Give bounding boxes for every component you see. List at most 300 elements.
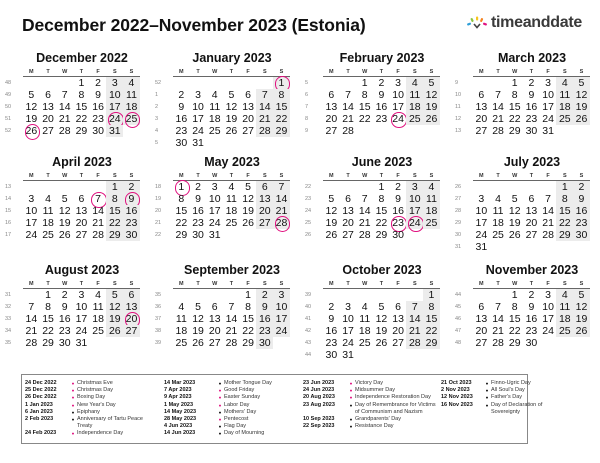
day-cell[interactable]: 15 — [106, 205, 123, 217]
day-cell[interactable]: 28 — [256, 125, 273, 137]
day-cell[interactable]: 25 — [492, 229, 504, 241]
day-cell[interactable]: 18 — [556, 313, 573, 325]
day-cell[interactable]: 15 — [508, 101, 521, 113]
day-cell[interactable]: 8 — [78, 89, 85, 101]
day-cell[interactable]: 12 — [242, 193, 254, 205]
day-cell[interactable]: 17 — [342, 325, 354, 337]
day-cell[interactable]: 6 — [528, 193, 535, 205]
day-cell[interactable]: 13 — [42, 101, 54, 113]
day-cell[interactable]: 12 — [106, 301, 123, 313]
day-cell[interactable]: 27 — [475, 125, 488, 137]
day-cell[interactable]: 2 — [328, 301, 335, 313]
day-cell[interactable]: 21 — [492, 113, 504, 125]
day-cell[interactable]: 18 — [123, 101, 140, 113]
holiday-day-cell[interactable]: 23 — [390, 217, 407, 229]
day-cell[interactable]: 16 — [58, 313, 71, 325]
day-cell[interactable]: 29 — [42, 337, 54, 349]
day-cell[interactable]: 13 — [256, 193, 273, 205]
day-cell[interactable]: 5 — [511, 193, 518, 205]
day-cell[interactable]: 14 — [342, 101, 354, 113]
day-cell[interactable]: 17 — [406, 205, 423, 217]
day-cell[interactable]: 7 — [256, 89, 273, 101]
day-cell[interactable]: 2 — [573, 181, 590, 193]
day-cell[interactable]: 6 — [123, 289, 140, 301]
day-cell[interactable]: 1 — [245, 289, 252, 301]
day-cell[interactable]: 7 — [495, 89, 501, 101]
day-cell[interactable]: 13 — [208, 313, 221, 325]
day-cell[interactable]: 6 — [478, 89, 485, 101]
day-cell[interactable]: 9 — [178, 101, 185, 113]
day-cell[interactable]: 17 — [106, 101, 123, 113]
holiday-day-cell[interactable]: 26 — [23, 125, 40, 137]
day-cell[interactable]: 9 — [528, 301, 535, 313]
day-cell[interactable]: 25 — [423, 217, 440, 229]
day-cell[interactable]: 18 — [208, 113, 221, 125]
day-cell[interactable]: 9 — [395, 193, 402, 205]
day-cell[interactable]: 16 — [525, 101, 538, 113]
day-cell[interactable]: 31 — [192, 137, 204, 149]
day-cell[interactable]: 17 — [542, 101, 554, 113]
day-cell[interactable]: 16 — [573, 205, 590, 217]
day-cell[interactable]: 10 — [406, 193, 423, 205]
day-cell[interactable]: 28 — [492, 125, 504, 137]
day-cell[interactable]: 26 — [573, 113, 590, 125]
day-cell[interactable]: 3 — [545, 289, 552, 301]
day-cell[interactable]: 10 — [542, 301, 554, 313]
day-cell[interactable]: 13 — [242, 101, 254, 113]
day-cell[interactable]: 4 — [406, 77, 423, 89]
day-cell[interactable]: 20 — [325, 113, 338, 125]
day-cell[interactable]: 13 — [392, 313, 404, 325]
day-cell[interactable]: 14 — [358, 205, 371, 217]
day-cell[interactable]: 23 — [175, 125, 188, 137]
day-cell[interactable]: 23 — [123, 217, 140, 229]
day-cell[interactable]: 3 — [478, 193, 485, 205]
day-cell[interactable]: 1 — [78, 77, 85, 89]
day-cell[interactable]: 18 — [358, 325, 371, 337]
day-cell[interactable]: 31 — [475, 241, 488, 253]
day-cell[interactable]: 7 — [273, 181, 290, 193]
day-cell[interactable]: 19 — [58, 217, 71, 229]
day-cell[interactable]: 25 — [556, 325, 573, 337]
day-cell[interactable]: 10 — [542, 89, 554, 101]
day-cell[interactable]: 13 — [475, 313, 488, 325]
day-cell[interactable]: 9 — [528, 89, 535, 101]
day-cell[interactable]: 4 — [556, 77, 573, 89]
day-cell[interactable]: 14 — [256, 101, 273, 113]
day-cell[interactable]: 4 — [123, 77, 140, 89]
day-cell[interactable]: 30 — [192, 229, 204, 241]
day-cell[interactable]: 1 — [378, 181, 385, 193]
day-cell[interactable]: 10 — [106, 89, 123, 101]
holiday-day-cell[interactable]: 24 — [106, 113, 123, 125]
day-cell[interactable]: 9 — [195, 193, 201, 205]
day-cell[interactable]: 2 — [123, 181, 140, 193]
day-cell[interactable]: 22 — [508, 113, 521, 125]
day-cell[interactable]: 27 — [208, 337, 221, 349]
day-cell[interactable]: 11 — [359, 313, 371, 325]
day-cell[interactable]: 6 — [211, 301, 218, 313]
day-cell[interactable]: 22 — [75, 113, 88, 125]
day-cell[interactable]: 15 — [242, 313, 254, 325]
day-cell[interactable]: 11 — [209, 101, 221, 113]
day-cell[interactable]: 6 — [345, 193, 351, 205]
day-cell[interactable]: 15 — [375, 205, 388, 217]
day-cell[interactable]: 23 — [375, 113, 388, 125]
day-cell[interactable]: 9 — [378, 89, 385, 101]
day-cell[interactable]: 12 — [573, 301, 590, 313]
day-cell[interactable]: 28 — [358, 229, 371, 241]
day-cell[interactable]: 10 — [273, 301, 290, 313]
day-cell[interactable]: 19 — [508, 217, 521, 229]
day-cell[interactable]: 28 — [342, 125, 354, 137]
day-cell[interactable]: 17 — [542, 313, 554, 325]
day-cell[interactable]: 14 — [225, 313, 238, 325]
day-cell[interactable]: 30 — [392, 229, 404, 241]
day-cell[interactable]: 16 — [92, 101, 104, 113]
day-cell[interactable]: 18 — [423, 205, 440, 217]
day-cell[interactable]: 4 — [361, 301, 368, 313]
day-cell[interactable]: 26 — [423, 113, 440, 125]
day-cell[interactable]: 29 — [556, 229, 573, 241]
day-cell[interactable]: 30 — [256, 337, 273, 349]
day-cell[interactable]: 20 — [525, 217, 538, 229]
day-cell[interactable]: 20 — [42, 113, 54, 125]
day-cell[interactable]: 27 — [256, 217, 273, 229]
day-cell[interactable]: 18 — [406, 101, 423, 113]
day-cell[interactable]: 24 — [25, 229, 38, 241]
day-cell[interactable]: 3 — [28, 193, 35, 205]
day-cell[interactable]: 1 — [106, 181, 123, 193]
day-cell[interactable]: 5 — [423, 77, 440, 89]
day-cell[interactable]: 15 — [423, 313, 440, 325]
day-cell[interactable]: 7 — [406, 301, 423, 313]
day-cell[interactable]: 2 — [95, 77, 102, 89]
day-cell[interactable]: 20 — [342, 217, 354, 229]
day-cell[interactable]: 6 — [328, 89, 335, 101]
day-cell[interactable]: 10 — [25, 205, 38, 217]
day-cell[interactable]: 19 — [225, 113, 238, 125]
day-cell[interactable]: 7 — [228, 301, 235, 313]
day-cell[interactable]: 29 — [242, 337, 254, 349]
day-cell[interactable]: 23 — [256, 325, 273, 337]
day-cell[interactable]: 9 — [61, 301, 68, 313]
day-cell[interactable]: 13 — [75, 205, 88, 217]
day-cell[interactable]: 19 — [25, 113, 38, 125]
day-cell[interactable]: 8 — [556, 193, 573, 205]
day-cell[interactable]: 2 — [61, 289, 68, 301]
day-cell[interactable]: 26 — [573, 325, 590, 337]
day-cell[interactable]: 14 — [542, 205, 554, 217]
day-cell[interactable]: 26 — [325, 229, 338, 241]
day-cell[interactable]: 9 — [95, 89, 102, 101]
day-cell[interactable]: 6 — [245, 89, 252, 101]
day-cell[interactable]: 16 — [392, 205, 404, 217]
day-cell[interactable]: 11 — [225, 193, 237, 205]
day-cell[interactable]: 24 — [75, 325, 88, 337]
day-cell[interactable]: 3 — [345, 301, 351, 313]
day-cell[interactable]: 29 — [75, 125, 88, 137]
day-cell[interactable]: 28 — [58, 125, 71, 137]
day-cell[interactable]: 4 — [423, 181, 440, 193]
holiday-day-cell[interactable]: 25 — [123, 113, 140, 125]
day-cell[interactable]: 16 — [175, 113, 188, 125]
day-cell[interactable]: 24 — [475, 229, 488, 241]
day-cell[interactable]: 6 — [45, 89, 51, 101]
day-cell[interactable]: 21 — [358, 217, 371, 229]
day-cell[interactable]: 28 — [542, 229, 554, 241]
day-cell[interactable]: 11 — [556, 301, 573, 313]
day-cell[interactable]: 24 — [542, 113, 554, 125]
day-cell[interactable]: 21 — [542, 217, 554, 229]
day-cell[interactable]: 11 — [492, 205, 504, 217]
day-cell[interactable]: 8 — [361, 89, 368, 101]
day-cell[interactable]: 22 — [423, 325, 440, 337]
day-cell[interactable]: 19 — [375, 325, 388, 337]
day-cell[interactable]: 11 — [423, 193, 440, 205]
day-cell[interactable]: 25 — [358, 337, 371, 349]
day-cell[interactable]: 4 — [211, 89, 218, 101]
holiday-day-cell[interactable]: 24 — [406, 217, 423, 229]
day-cell[interactable]: 3 — [78, 289, 85, 301]
day-cell[interactable]: 28 — [225, 337, 238, 349]
day-cell[interactable]: 30 — [92, 125, 104, 137]
day-cell[interactable]: 1 — [511, 289, 518, 301]
day-cell[interactable]: 17 — [392, 101, 404, 113]
day-cell[interactable]: 16 — [325, 325, 338, 337]
day-cell[interactable]: 10 — [208, 193, 221, 205]
day-cell[interactable]: 22 — [175, 217, 188, 229]
day-cell[interactable]: 11 — [42, 205, 54, 217]
day-cell[interactable]: 19 — [423, 101, 440, 113]
day-cell[interactable]: 29 — [423, 337, 440, 349]
day-cell[interactable]: 15 — [358, 101, 371, 113]
day-cell[interactable]: 8 — [511, 89, 518, 101]
day-cell[interactable]: 17 — [273, 313, 290, 325]
day-cell[interactable]: 5 — [28, 89, 35, 101]
day-cell[interactable]: 22 — [508, 325, 521, 337]
day-cell[interactable]: 29 — [175, 229, 188, 241]
day-cell[interactable]: 7 — [345, 89, 351, 101]
day-cell[interactable]: 7 — [61, 89, 68, 101]
day-cell[interactable]: 22 — [556, 217, 573, 229]
day-cell[interactable]: 23 — [525, 325, 538, 337]
day-cell[interactable]: 8 — [423, 301, 440, 313]
day-cell[interactable]: 15 — [556, 205, 573, 217]
day-cell[interactable]: 5 — [106, 289, 123, 301]
day-cell[interactable]: 12 — [192, 313, 204, 325]
day-cell[interactable]: 20 — [475, 325, 488, 337]
day-cell[interactable]: 10 — [475, 205, 488, 217]
day-cell[interactable]: 1 — [556, 181, 573, 193]
day-cell[interactable]: 14 — [58, 101, 71, 113]
day-cell[interactable]: 30 — [573, 229, 590, 241]
day-cell[interactable]: 9 — [573, 193, 590, 205]
day-cell[interactable]: 3 — [211, 181, 218, 193]
day-cell[interactable]: 5 — [573, 77, 590, 89]
day-cell[interactable]: 19 — [106, 313, 123, 325]
day-cell[interactable]: 12 — [225, 101, 238, 113]
day-cell[interactable]: 28 — [92, 229, 104, 241]
day-cell[interactable]: 21 — [273, 205, 290, 217]
day-cell[interactable]: 5 — [228, 89, 235, 101]
day-cell[interactable]: 10 — [75, 301, 88, 313]
day-cell[interactable]: 3 — [545, 77, 552, 89]
day-cell[interactable]: 31 — [208, 229, 221, 241]
day-cell[interactable]: 30 — [58, 337, 71, 349]
day-cell[interactable]: 9 — [256, 301, 273, 313]
day-cell[interactable]: 25 — [406, 113, 423, 125]
day-cell[interactable]: 5 — [328, 193, 335, 205]
holiday-day-cell[interactable]: 9 — [123, 193, 140, 205]
day-cell[interactable]: 1 — [45, 289, 51, 301]
holiday-day-cell[interactable]: 1 — [173, 181, 190, 193]
day-cell[interactable]: 6 — [478, 301, 485, 313]
day-cell[interactable]: 29 — [375, 229, 388, 241]
day-cell[interactable]: 25 — [175, 337, 188, 349]
day-cell[interactable]: 15 — [175, 205, 188, 217]
day-cell[interactable]: 29 — [106, 229, 123, 241]
day-cell[interactable]: 21 — [225, 325, 238, 337]
day-cell[interactable]: 17 — [208, 205, 221, 217]
day-cell[interactable]: 24 — [542, 325, 554, 337]
day-cell[interactable]: 28 — [406, 337, 423, 349]
day-cell[interactable]: 26 — [375, 337, 388, 349]
day-cell[interactable]: 21 — [492, 325, 504, 337]
day-cell[interactable]: 25 — [225, 217, 238, 229]
day-cell[interactable]: 24 — [273, 325, 290, 337]
day-cell[interactable]: 27 — [525, 229, 538, 241]
day-cell[interactable]: 29 — [508, 337, 521, 349]
day-cell[interactable]: 17 — [475, 217, 488, 229]
day-cell[interactable]: 11 — [123, 89, 140, 101]
day-cell[interactable]: 12 — [25, 101, 38, 113]
day-cell[interactable]: 8 — [45, 301, 51, 313]
day-cell[interactable]: 30 — [525, 337, 538, 349]
day-cell[interactable]: 19 — [573, 101, 590, 113]
day-cell[interactable]: 13 — [123, 301, 140, 313]
day-cell[interactable]: 27 — [325, 125, 338, 137]
day-cell[interactable]: 5 — [245, 181, 252, 193]
day-cell[interactable]: 14 — [25, 313, 38, 325]
day-cell[interactable]: 4 — [95, 289, 102, 301]
day-cell[interactable]: 15 — [42, 313, 54, 325]
day-cell[interactable]: 20 — [208, 325, 221, 337]
day-cell[interactable]: 23 — [92, 113, 104, 125]
day-cell[interactable]: 12 — [423, 89, 440, 101]
day-cell[interactable]: 18 — [492, 217, 504, 229]
day-cell[interactable]: 20 — [475, 113, 488, 125]
day-cell[interactable]: 21 — [406, 325, 423, 337]
day-cell[interactable]: 2 — [256, 289, 273, 301]
day-cell[interactable]: 21 — [256, 113, 273, 125]
holiday-day-cell[interactable]: 7 — [90, 193, 107, 205]
day-cell[interactable]: 31 — [75, 337, 88, 349]
day-cell[interactable]: 13 — [475, 101, 488, 113]
day-cell[interactable]: 26 — [58, 229, 71, 241]
day-cell[interactable]: 21 — [342, 113, 354, 125]
day-cell[interactable]: 15 — [273, 101, 290, 113]
day-cell[interactable]: 5 — [195, 301, 201, 313]
day-cell[interactable]: 12 — [375, 313, 388, 325]
day-cell[interactable]: 14 — [492, 101, 504, 113]
day-cell[interactable]: 23 — [325, 337, 338, 349]
day-cell[interactable]: 26 — [192, 337, 204, 349]
holiday-day-cell[interactable]: 20 — [123, 313, 140, 325]
day-cell[interactable]: 4 — [556, 289, 573, 301]
day-cell[interactable]: 18 — [556, 101, 573, 113]
day-cell[interactable]: 14 — [406, 313, 423, 325]
day-cell[interactable]: 10 — [392, 89, 404, 101]
day-cell[interactable]: 8 — [245, 301, 252, 313]
day-cell[interactable]: 24 — [192, 125, 204, 137]
day-cell[interactable]: 14 — [92, 205, 104, 217]
day-cell[interactable]: 23 — [525, 113, 538, 125]
day-cell[interactable]: 3 — [406, 181, 423, 193]
day-cell[interactable]: 19 — [325, 217, 338, 229]
day-cell[interactable]: 16 — [256, 313, 273, 325]
day-cell[interactable]: 2 — [378, 77, 385, 89]
day-cell[interactable]: 29 — [273, 125, 290, 137]
day-cell[interactable]: 25 — [556, 113, 573, 125]
day-cell[interactable]: 31 — [542, 125, 554, 137]
day-cell[interactable]: 8 — [378, 193, 385, 205]
day-cell[interactable]: 7 — [361, 193, 368, 205]
day-cell[interactable]: 27 — [75, 229, 88, 241]
day-cell[interactable]: 20 — [242, 113, 254, 125]
day-cell[interactable]: 30 — [525, 125, 538, 137]
holiday-day-cell[interactable]: 24 — [390, 113, 407, 125]
day-cell[interactable]: 19 — [242, 205, 254, 217]
day-cell[interactable]: 7 — [545, 193, 552, 205]
day-cell[interactable]: 10 — [342, 313, 354, 325]
day-cell[interactable]: 5 — [378, 301, 385, 313]
day-cell[interactable]: 27 — [392, 337, 404, 349]
timeanddate-logo[interactable] — [466, 14, 582, 32]
day-cell[interactable]: 19 — [192, 325, 204, 337]
day-cell[interactable]: 30 — [175, 137, 188, 149]
day-cell[interactable]: 3 — [106, 77, 123, 89]
day-cell[interactable]: 27 — [242, 125, 254, 137]
day-cell[interactable]: 22 — [42, 325, 54, 337]
day-cell[interactable]: 4 — [45, 193, 51, 205]
day-cell[interactable]: 10 — [192, 101, 204, 113]
day-cell[interactable]: 12 — [508, 205, 521, 217]
day-cell[interactable]: 30 — [325, 349, 338, 361]
day-cell[interactable]: 19 — [573, 313, 590, 325]
day-cell[interactable]: 7 — [28, 301, 35, 313]
day-cell[interactable]: 1 — [423, 289, 440, 301]
day-cell[interactable]: 17 — [192, 113, 204, 125]
day-cell[interactable]: 3 — [195, 89, 201, 101]
day-cell[interactable]: 6 — [256, 181, 273, 193]
day-cell[interactable]: 26 — [106, 325, 123, 337]
day-cell[interactable]: 15 — [508, 313, 521, 325]
day-cell[interactable]: 2 — [178, 89, 185, 101]
day-cell[interactable]: 14 — [492, 313, 504, 325]
day-cell[interactable]: 16 — [123, 205, 140, 217]
day-cell[interactable]: 4 — [495, 193, 501, 205]
holiday-day-cell[interactable]: 28 — [273, 217, 290, 229]
day-cell[interactable]: 12 — [58, 205, 71, 217]
day-cell[interactable]: 27 — [42, 125, 54, 137]
day-cell[interactable]: 27 — [475, 337, 488, 349]
holiday-day-cell[interactable]: 1 — [273, 77, 290, 89]
day-cell[interactable]: 27 — [342, 229, 354, 241]
day-cell[interactable]: 22 — [273, 113, 290, 125]
day-cell[interactable]: 3 — [273, 289, 290, 301]
day-cell[interactable]: 21 — [58, 113, 71, 125]
